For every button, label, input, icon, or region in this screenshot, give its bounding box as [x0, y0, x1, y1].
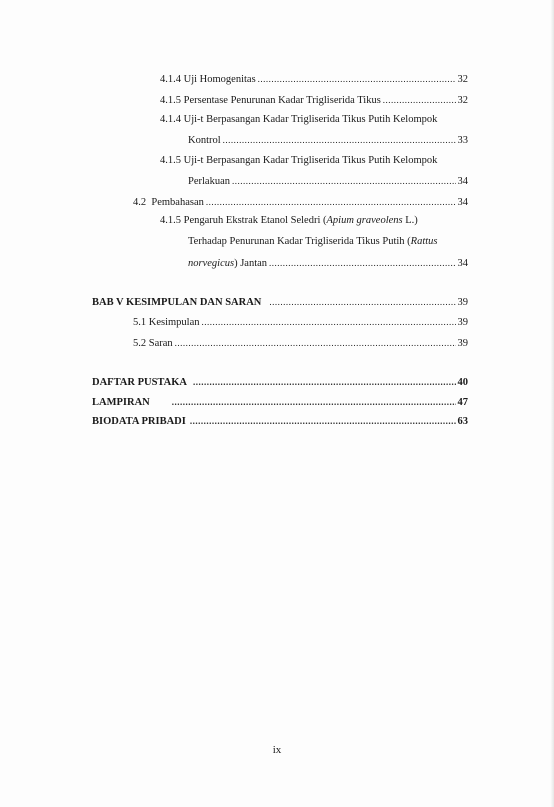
toc-entry-page: 39: [457, 338, 468, 349]
leader-dots: [258, 72, 456, 86]
toc-entry-label: 5.2 Saran: [133, 338, 173, 349]
toc-entry-uji-t-kontrol-line1: 4.1.4 Uji-t Berpasangan Kadar Trigliserida Tikus Putih Kelompok: [160, 114, 438, 125]
toc-entry-page: 39: [457, 297, 468, 308]
leader-dots: [193, 375, 456, 389]
text-segment: Terhadap Penurunan Kadar Trigliserida Tikus Putih (: [188, 236, 411, 247]
toc-entry-label: 4.2 Pembahasan: [133, 197, 204, 208]
toc-chapter-biodata-pribadi: [92, 414, 468, 429]
scan-edge: [550, 0, 554, 807]
toc-entry-page: 33: [457, 135, 468, 146]
toc-entry-page: 47: [457, 397, 468, 408]
toc-entry-page: 34: [457, 197, 468, 208]
toc-entry-pengaruh-line2: [188, 235, 438, 249]
text-segment: ) Jantan: [234, 258, 268, 269]
toc-entry-pengaruh: [188, 256, 468, 271]
toc-entry-label: BIODATA PRIBADI: [92, 416, 186, 427]
leader-dots: [190, 414, 456, 428]
toc-entry-page: 63: [457, 416, 468, 427]
toc-chapter-lampiran: [92, 395, 468, 410]
text-segment: 4.1.5 Pengaruh Ekstrak Etanol Seledri (: [160, 215, 327, 226]
toc-entry-page: 32: [457, 74, 468, 85]
toc-entry-label: BAB V KESIMPULAN DAN SARAN: [92, 297, 262, 308]
leader-dots: [175, 336, 456, 350]
toc-entry-persentase-penurunan: [160, 93, 468, 108]
toc-entry-page: 32: [457, 95, 468, 106]
species-name: Apium graveolens: [326, 215, 403, 226]
toc-entry-label: 4.1.4 Uji Homogenitas: [160, 74, 256, 85]
toc-entry-label: 4.1.5 Persentase Penurunan Kadar Trigliserida Tikus: [160, 95, 381, 106]
toc-entry-label: DAFTAR PUSTAKA: [92, 377, 187, 388]
leader-dots: [172, 395, 456, 409]
toc-chapter-daftar-pustaka: [92, 375, 468, 390]
leader-dots: [223, 133, 456, 147]
toc-entry-label: 5.1 Kesimpulan: [133, 317, 200, 328]
toc-entry-uji-t-perlakuan-line1: 4.1.5 Uji-t Berpasangan Kadar Trigliserida Tikus Putih Kelompok: [160, 155, 438, 166]
toc-entry-label: LAMPIRAN: [92, 397, 150, 408]
toc-entry-page: 39: [457, 317, 468, 328]
toc-entry-label: Kontrol: [188, 135, 221, 146]
page-number: ix: [272, 744, 282, 756]
leader-dots: [269, 256, 455, 270]
toc-entry-page: 40: [457, 377, 468, 388]
toc-entry-saran: [133, 336, 468, 351]
toc-entry-page: 34: [457, 176, 468, 187]
leader-dots: [202, 315, 456, 329]
toc-entry-uji-t-perlakuan: [188, 174, 468, 189]
toc-entry-pengaruh-line1: [160, 214, 418, 228]
leader-dots: [269, 295, 455, 309]
toc-entry-uji-t-kontrol: [188, 133, 468, 148]
species-name: Rattus: [410, 236, 438, 247]
toc-entry-uji-homogenitas: [160, 72, 468, 87]
toc-entry-kesimpulan: [133, 315, 468, 330]
text-segment: L.): [402, 215, 418, 226]
toc-entry-label: Perlakuan: [188, 176, 230, 187]
toc-entry-pembahasan: [133, 195, 468, 210]
species-name: norvegicus: [188, 258, 235, 269]
leader-dots: [206, 195, 456, 209]
toc-entry-label: [188, 257, 267, 271]
toc-chapter-bab-v: [92, 295, 468, 310]
leader-dots: [383, 93, 456, 107]
toc-entry-page: 34: [457, 258, 468, 269]
leader-dots: [232, 174, 456, 188]
